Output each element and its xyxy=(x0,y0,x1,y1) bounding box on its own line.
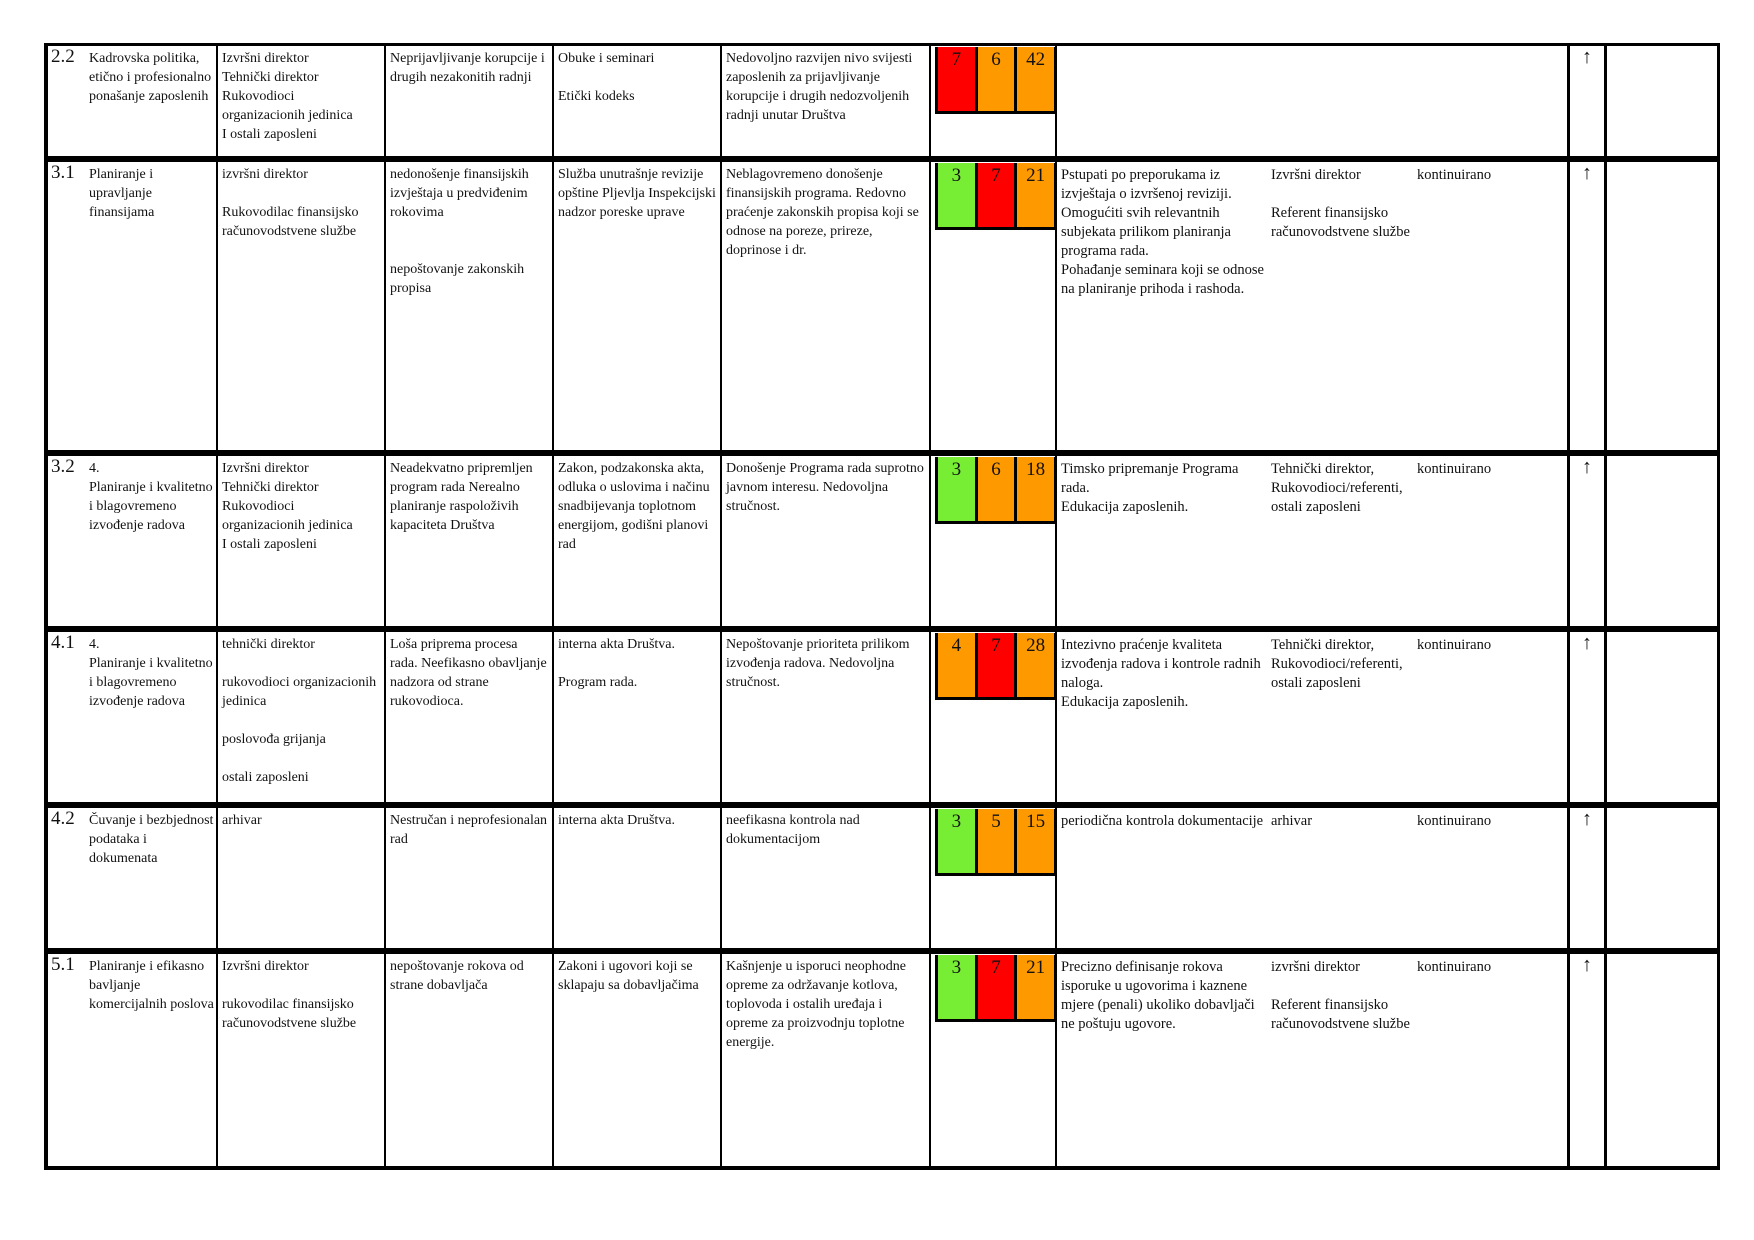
risk-cell: Donošenje Programa rada suprotno javnom interesu. Nedovoljna stručnost. xyxy=(722,456,931,626)
table-row xyxy=(44,456,1720,632)
measures-cell xyxy=(1057,808,1754,948)
risk-cell: Neblagovremeno donošenje finansijskih programa. Redovno praćenje zakonskih propisa koji se odnose na poreze, prireze, doprinose i dr. xyxy=(722,162,931,450)
risk-scores xyxy=(935,457,1057,524)
measure-deadline: kontinuirano xyxy=(1417,637,1492,653)
process-name: Planiranje i upravljanje finansijama xyxy=(89,167,157,220)
measures-cell xyxy=(1057,456,1754,626)
trend-arrow-icon: ↑ xyxy=(1567,162,1607,450)
trend-arrow-icon: ↑ xyxy=(1567,954,1607,1166)
risk-scores xyxy=(935,47,1057,114)
measure-deadline: kontinuirano xyxy=(1417,461,1492,477)
risk-register-table xyxy=(44,43,1720,1170)
measure-responsible: izvršni direktor Referent finansijsko računovodstvene službe xyxy=(1271,959,1410,1032)
probability-score: 3 xyxy=(935,163,978,227)
measure-text: Pstupati po preporukama iz izvještaja o izvršenoj reviziji. Omogućiti svih relevantnih subjekata prilikom planiranja programa rada. Pohađanje seminara koji se odnose na planiranje prihoda i rashoda. xyxy=(1061,167,1264,297)
impact-score: 7 xyxy=(978,633,1018,697)
total-score: 28 xyxy=(1017,633,1057,697)
measure-deadline: kontinuirano xyxy=(1417,167,1492,183)
risk-scores xyxy=(935,809,1057,876)
row-number-cell xyxy=(48,954,218,1166)
measure-text: Precizno definisanje rokova isporuke u ugovorima i kaznene mjere (penali) ukoliko dobavljači ne poštuju ugovore. xyxy=(1061,959,1259,1032)
responsible-cell: arhivar xyxy=(218,808,386,948)
risk-scores xyxy=(935,163,1057,230)
controls-cell: interna akta Društva. Program rada. xyxy=(554,632,722,802)
score-cell xyxy=(931,456,1057,626)
risk-scores xyxy=(935,955,1057,1022)
row-number-cell xyxy=(48,456,218,626)
table-row xyxy=(44,43,1720,162)
trend-arrow-icon: ↑ xyxy=(1567,808,1607,948)
responsible-cell: Izvršni direktor rukovodilac finansijsko računovodstvene službe xyxy=(218,954,386,1166)
total-score: 18 xyxy=(1017,457,1057,521)
process-name: 4. Planiranje i kvalitetno i blagovremeno izvođenje radova xyxy=(89,637,217,709)
measure-responsible: Izvršni direktor Referent finansijsko računovodstvene službe xyxy=(1271,167,1410,240)
trend-arrow-icon: ↑ xyxy=(1567,456,1607,626)
measure-deadline: kontinuirano xyxy=(1417,959,1492,975)
table-row xyxy=(44,954,1720,1170)
impact-score: 6 xyxy=(978,457,1018,521)
goal-cell: nedonošenje finansijskih izvještaja u predviđenim rokovima nepoštovanje zakonskih propisa xyxy=(386,162,554,450)
responsible-cell: tehnički direktor rukovodioci organizacionih jedinica poslovođa grijanja ostali zaposleni xyxy=(218,632,386,802)
row-number-cell xyxy=(48,162,218,450)
controls-cell: Zakon, podzakonska akta, odluka o uslovima i načinu snadbijevanja toplotnom energijom, godišni planovi rad xyxy=(554,456,722,626)
measures-cell xyxy=(1057,162,1754,450)
responsible-cell: izvršni direktor Rukovodilac finansijsko računovodstvene službe xyxy=(218,162,386,450)
risk-cell: Nepoštovanje prioriteta prilikom izvođenja radova. Nedovoljna stručnost. xyxy=(722,632,931,802)
goal-cell: Loša priprema procesa rada. Neefikasno obavljanje nadzora od strane rukovodioca. xyxy=(386,632,554,802)
probability-score: 3 xyxy=(935,457,978,521)
impact-score: 5 xyxy=(978,809,1018,873)
process-name: Kadrovska politika, etično i profesionalno ponašanje zaposlenih xyxy=(89,51,215,104)
measures-cell xyxy=(1057,632,1754,802)
score-cell xyxy=(931,46,1057,156)
process-name: 4. Planiranje i kvalitetno i blagovremeno izvođenje radova xyxy=(89,461,217,533)
process-name: Planiranje i efikasno bavljanje komercijalnih poslova xyxy=(89,959,214,1012)
score-cell xyxy=(931,162,1057,450)
trend-arrow-icon: ↑ xyxy=(1567,632,1607,802)
row-number: 3.2 xyxy=(51,456,75,477)
risk-cell: Kašnjenje u isporuci neophodne opreme za održavanje kotlova, toplovoda i ostalih uređaja i opreme za proizvodnju toplotne energije. xyxy=(722,954,931,1166)
score-cell xyxy=(931,632,1057,802)
risk-cell: neefikasna kontrola nad dokumentacijom xyxy=(722,808,931,948)
row-number: 3.1 xyxy=(51,162,75,183)
goal-cell: Neprijavljivanje korupcije i drugih nezakonitih radnji xyxy=(386,46,554,156)
total-score: 42 xyxy=(1017,47,1057,111)
probability-score: 7 xyxy=(935,47,978,111)
total-score: 15 xyxy=(1017,809,1057,873)
row-number: 4.2 xyxy=(51,808,75,829)
impact-score: 7 xyxy=(978,955,1018,1019)
table-row xyxy=(44,632,1720,808)
risk-cell: Nedovoljno razvijen nivo svijesti zaposlenih za prijavljivanje korupcije i drugih nedozvoljenih radnji unutar Društva xyxy=(722,46,931,156)
score-cell xyxy=(931,808,1057,948)
measures-cell xyxy=(1057,954,1754,1166)
measure-text: Timsko pripremanje Programa rada. Edukacija zaposlenih. xyxy=(1061,461,1239,515)
row-number-cell xyxy=(48,808,218,948)
probability-score: 3 xyxy=(935,809,978,873)
goal-cell: nepoštovanje rokova od strane dobavljača xyxy=(386,954,554,1166)
table-row xyxy=(44,808,1720,954)
trend-arrow-icon: ↑ xyxy=(1567,46,1607,156)
responsible-cell: Izvršni direktor Tehnički direktor Rukovodioci organizacionih jedinica I ostali zaposleni xyxy=(218,46,386,156)
controls-cell: interna akta Društva. xyxy=(554,808,722,948)
measure-text: Intezivno praćenje kvaliteta izvođenja radova i kontrole radnih naloga. Edukacija zaposlenih. xyxy=(1061,637,1261,710)
goal-cell: Nestručan i neprofesionalan rad xyxy=(386,808,554,948)
risk-scores xyxy=(935,633,1057,700)
measure-responsible: Tehnički direktor, Rukovodioci/referenti, ostali zaposleni xyxy=(1271,461,1407,515)
table-row xyxy=(44,162,1720,456)
measures-cell xyxy=(1057,46,1754,156)
total-score: 21 xyxy=(1017,955,1057,1019)
row-number-cell xyxy=(48,632,218,802)
measure-text: periodična kontrola dokumentacije xyxy=(1061,813,1264,829)
row-number-cell xyxy=(48,46,218,156)
goal-cell: Neadekvatno pripremljen program rada Nerealno planiranje raspoloživih kapaciteta Društva xyxy=(386,456,554,626)
score-cell xyxy=(931,954,1057,1166)
row-number: 4.1 xyxy=(51,632,75,653)
measure-responsible: Tehnički direktor, Rukovodioci/referenti, ostali zaposleni xyxy=(1271,637,1407,691)
total-score: 21 xyxy=(1017,163,1057,227)
impact-score: 6 xyxy=(978,47,1018,111)
controls-cell: Obuke i seminari Etički kodeks xyxy=(554,46,722,156)
controls-cell: Služba unutrašnje revizije opštine Pljevlja Inspekcijski nadzor poreske uprave xyxy=(554,162,722,450)
impact-score: 7 xyxy=(978,163,1018,227)
controls-cell: Zakoni i ugovori koji se sklapaju sa dobavljačima xyxy=(554,954,722,1166)
measure-deadline: kontinuirano xyxy=(1417,813,1492,829)
process-name: Čuvanje i bezbjednost podataka i dokumenata xyxy=(89,813,217,866)
probability-score: 4 xyxy=(935,633,978,697)
row-number: 5.1 xyxy=(51,954,75,975)
responsible-cell: Izvršni direktor Tehnički direktor Rukovodioci organizacionih jedinica I ostali zaposleni xyxy=(218,456,386,626)
measure-responsible: arhivar xyxy=(1271,813,1313,829)
probability-score: 3 xyxy=(935,955,978,1019)
row-number: 2.2 xyxy=(51,46,75,67)
